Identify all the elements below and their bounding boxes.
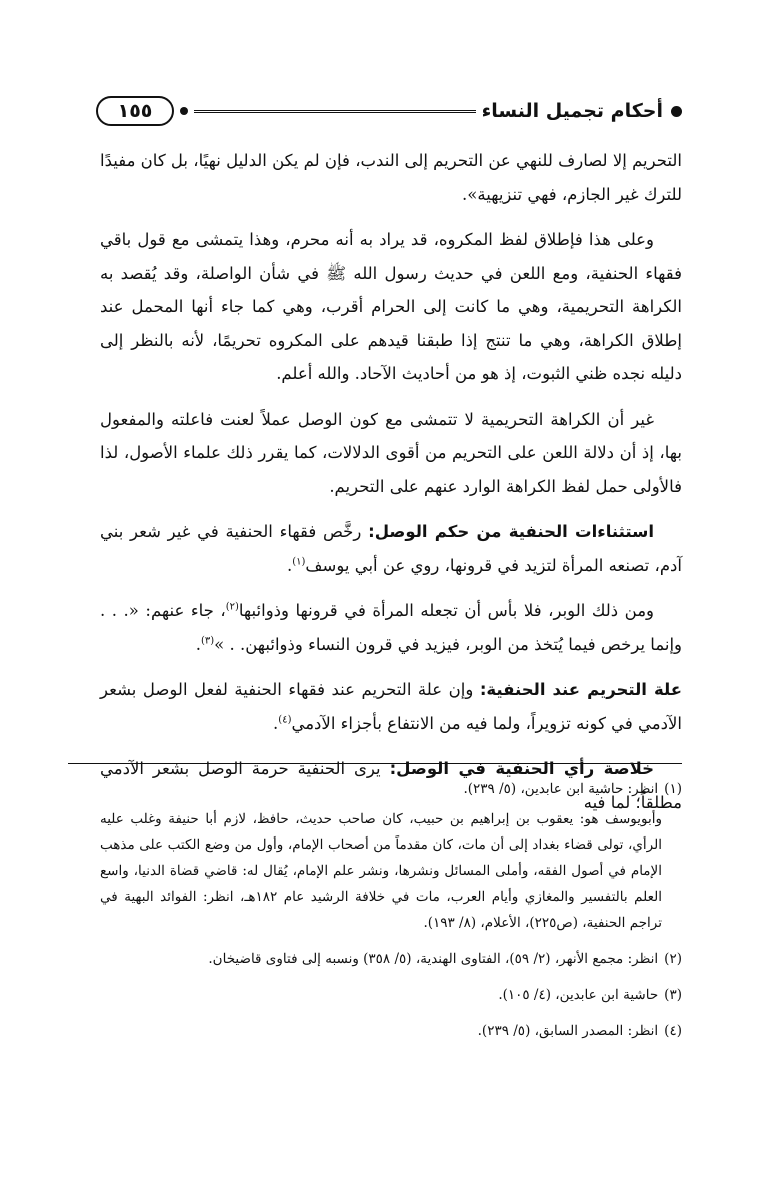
footnote-1-biography: وأبويوسف هو: يعقوب بن إبراهيم بن حبيب، كان صاحب حديث، حافظ، لازم أبا حنيفة وغلب عليه الرأي، تولى قضاء بغداد إلى أن مات، كان مقدماً من أصحاب الإمام، وأول من وضع الكتب على مذهب الإمام في أصول الفقه، وأملى المسائل ونشرها، ونشر علم الإمام، يُقال له: قاضي قضاة الدنيا، واسع العلم بالتفسير والمغازي وأيام العرب، مات في خلافة الرشيد عام ١٨٢هـ، انظر: الفوائد البهية في تراجم الحنفية، (ص٢٢٥)، الأعلام، (٨/ ١٩٣). xyxy=(100,811,662,931)
footnote-ref-4[interactable]: (٤) xyxy=(278,714,292,725)
page-number: ١٥٥ xyxy=(96,96,174,126)
paragraph-6 xyxy=(100,673,682,740)
paragraph-5-end: . xyxy=(195,634,201,654)
main-text xyxy=(100,144,682,831)
paragraph-2: وعلى هذا فإطلاق لفظ المكروه، قد يراد به أنه محرم، وهذا يتمشى مع قول باقي فقهاء الحنفية، ومع اللعن في حديث رسول الله ﷺ في شأن الواصلة، وقد يُقصد به الكراهة التحريمية، وهي ما كانت إلى الحرام أقرب، وهي كما جاء أنها المحمل عند إطلاق الكراهة، وهي ما تنتج إذا طبقنا قيدهم على المكروه تحريمًا، لأنه بالنظر إلى دليله نجده ظني الثبوت، إذ هو من أحاديث الآحاد. والله أعلم. xyxy=(100,230,682,383)
section-heading-summary: خلاصة رأي الحنفية في الوصل: xyxy=(389,759,654,778)
footnotes xyxy=(100,776,682,1054)
footnote-number: (٤) xyxy=(664,1023,682,1039)
paragraph-1: التحريم إلا لصارف للنهي عن التحريم إلى الندب، فإن لم يكن الدليل نهيًا، بل كان مفيدًا للترك غير الجازم، فهي تنزيهية». xyxy=(100,151,682,204)
paragraph-4 xyxy=(100,515,682,582)
paragraph-6-text: وإن علة التحريم عند فقهاء الحنفية لفعل الوصل بشعر الآدمي في كونه تزويراً، ولما فيه من الانتفاع بأجزاء الآدمي xyxy=(100,680,682,733)
header-rule xyxy=(194,110,476,113)
footnote-ref-1[interactable]: (١) xyxy=(292,556,306,567)
paragraph-5 xyxy=(100,594,682,661)
footnote-number: (١) xyxy=(664,781,682,797)
paragraph-4-text: رخَّص فقهاء الحنفية في غير شعر بني آدم، تصنعه المرأة لتزيد في قرونها، روي عن أبي يوسف xyxy=(100,522,682,575)
footnote-text: حاشية ابن عابدين، (٤/ ١٠٥). xyxy=(498,987,659,1003)
section-heading-exceptions: استثناءات الحنفية من حكم الوصل: xyxy=(368,522,655,541)
footnote-1 xyxy=(100,776,682,802)
paragraph-7-text: يرى الحنفية حرمة الوصل بشعر الآدمي مطلقاً؛ لما فيه xyxy=(100,759,682,812)
paragraph-6-end: . xyxy=(273,713,279,733)
footnote-text: انظر: المصدر السابق، (٥/ ٢٣٩). xyxy=(477,1023,659,1039)
header-bullet-icon xyxy=(671,106,682,117)
footnote-text: انظر: مجمع الأنهر، (٢/ ٥٩)، الفتاوى الهندية، (٥/ ٣٥٨) ونسبه إلى فتاوى قاضيخان. xyxy=(208,951,659,967)
paragraph-5-mid: ، جاء عنهم: «. . . وإنما يرخص فيما يُتخذ من الوبر، فيزيد في قرون النساء وذوائبهن. . » xyxy=(100,601,682,654)
header-end-dot-icon xyxy=(180,107,188,115)
running-title: أحكام تجميل النساء xyxy=(481,100,663,122)
section-heading-reason: علة التحريم عند الحنفية: xyxy=(479,680,682,699)
footnote-separator xyxy=(68,763,682,764)
paragraph-5-text: ومن ذلك الوبر، فلا بأس أن تجعله المرأة في قرونها وذوائبها xyxy=(238,601,654,620)
paragraph-4-end: . xyxy=(286,555,293,575)
footnote-number: (٣) xyxy=(664,987,682,1003)
paragraph-3: غير أن الكراهة التحريمية لا تتمشى مع كون الوصل عملاً لعنت فاعلته والمفعول بها، إذ أن دلالة اللعن على التحريم من أقوى الدلالات، كما يقرر ذلك علماء الأصول، لذا فالأولى حمل لفظ الكراهة الوارد عنهم على التحريم. xyxy=(100,409,682,496)
footnote-ref-2[interactable]: (٢) xyxy=(225,601,239,613)
footnote-text: انظر: حاشية ابن عابدين، (٥/ ٢٣٩). xyxy=(463,781,659,797)
running-header xyxy=(96,94,682,128)
footnote-3 xyxy=(100,982,682,1008)
footnote-2 xyxy=(100,946,682,972)
footnote-ref-3[interactable]: (٣) xyxy=(200,635,215,646)
footnote-number: (٢) xyxy=(664,951,682,967)
footnote-4 xyxy=(100,1018,682,1044)
